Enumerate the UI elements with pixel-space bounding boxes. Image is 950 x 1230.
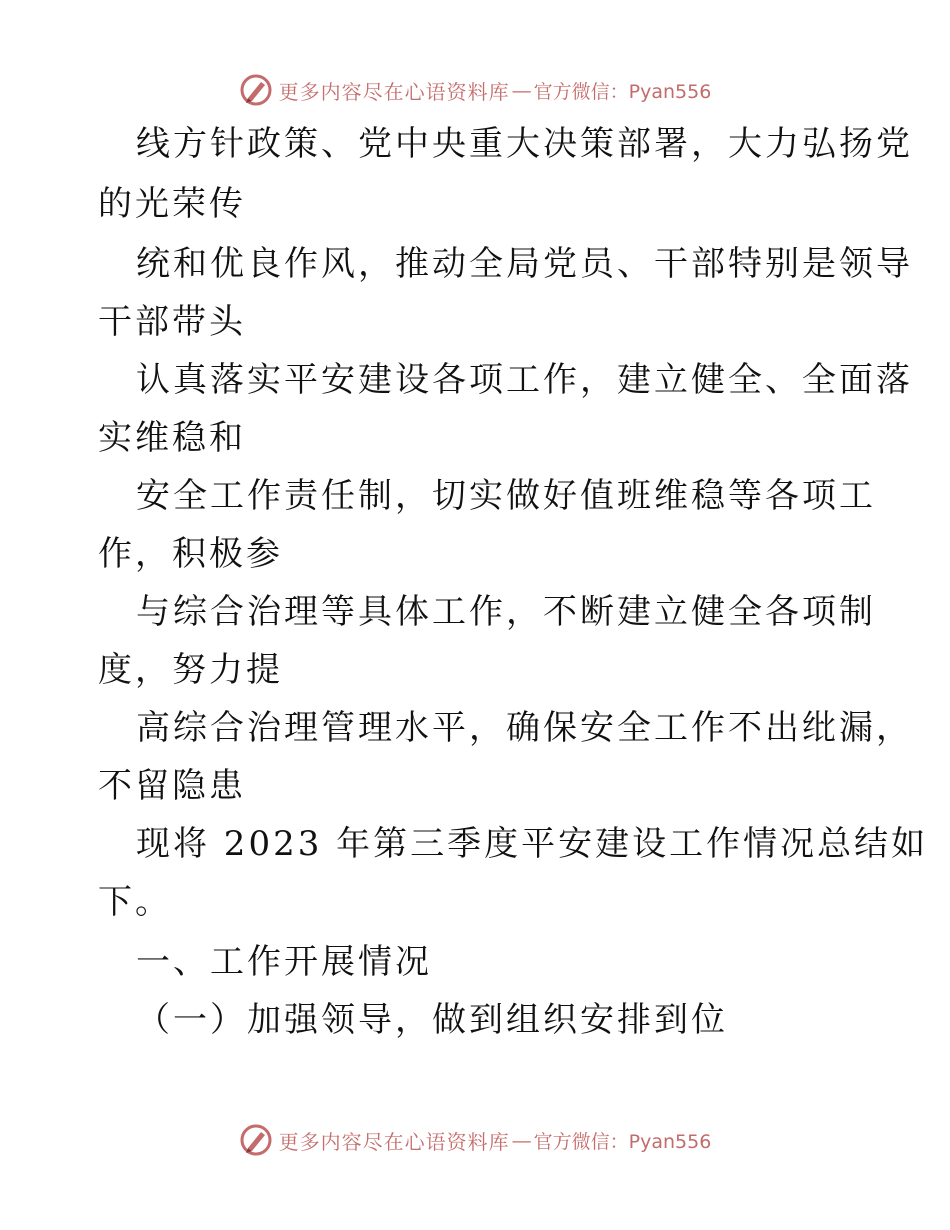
paragraph-line: 统和优良作风，推动全局党员、干部特别是领导 [136, 244, 913, 284]
paragraph-line: 作，积极参 [98, 534, 283, 574]
banner-main-text: 更多内容尽在心语资料库 [278, 79, 510, 104]
pen-logo-icon [239, 73, 273, 107]
banner-dash: — [511, 1128, 532, 1152]
paragraph-line: 干部带头 [98, 302, 246, 342]
paragraph-line: 安全工作责任制，切实做好值班维稳等各项工 [136, 476, 876, 516]
paragraph-line: 度，努力提 [98, 650, 283, 690]
header-watermark-banner [0, 70, 950, 110]
banner-main-text: 更多内容尽在心语资料库 [278, 1129, 510, 1154]
pen-logo-icon [239, 1123, 273, 1157]
paragraph-line: 高综合治理管理水平，确保安全工作不出纰漏， [136, 708, 913, 748]
paragraph-line: 不留隐患 [98, 766, 246, 806]
paragraph-line: 认真落实平安建设各项工作，建立健全、全面落 [136, 360, 913, 400]
banner-wechat-text: 官方微信：Pyan556 [533, 1130, 712, 1153]
paragraph-line: 线方针政策、党中央重大决策部署，大力弘扬党 [136, 124, 913, 164]
paragraph-line: 的光荣传 [98, 184, 246, 224]
paragraph-line: 现将 2023 年第三季度平安建设工作情况总结如 [136, 824, 929, 864]
section-heading: 一、工作开展情况 [136, 942, 432, 982]
paragraph-line: 实维稳和 [98, 418, 246, 458]
banner-dash: — [511, 78, 532, 102]
paragraph-line: 下。 [98, 882, 172, 922]
subsection-heading: （一）加强领导，做到组织安排到位 [136, 1000, 728, 1040]
footer-watermark-banner [0, 1120, 950, 1160]
paragraph-line: 与综合治理等具体工作，不断建立健全各项制 [136, 592, 876, 632]
banner-wechat-text: 官方微信：Pyan556 [533, 80, 712, 103]
